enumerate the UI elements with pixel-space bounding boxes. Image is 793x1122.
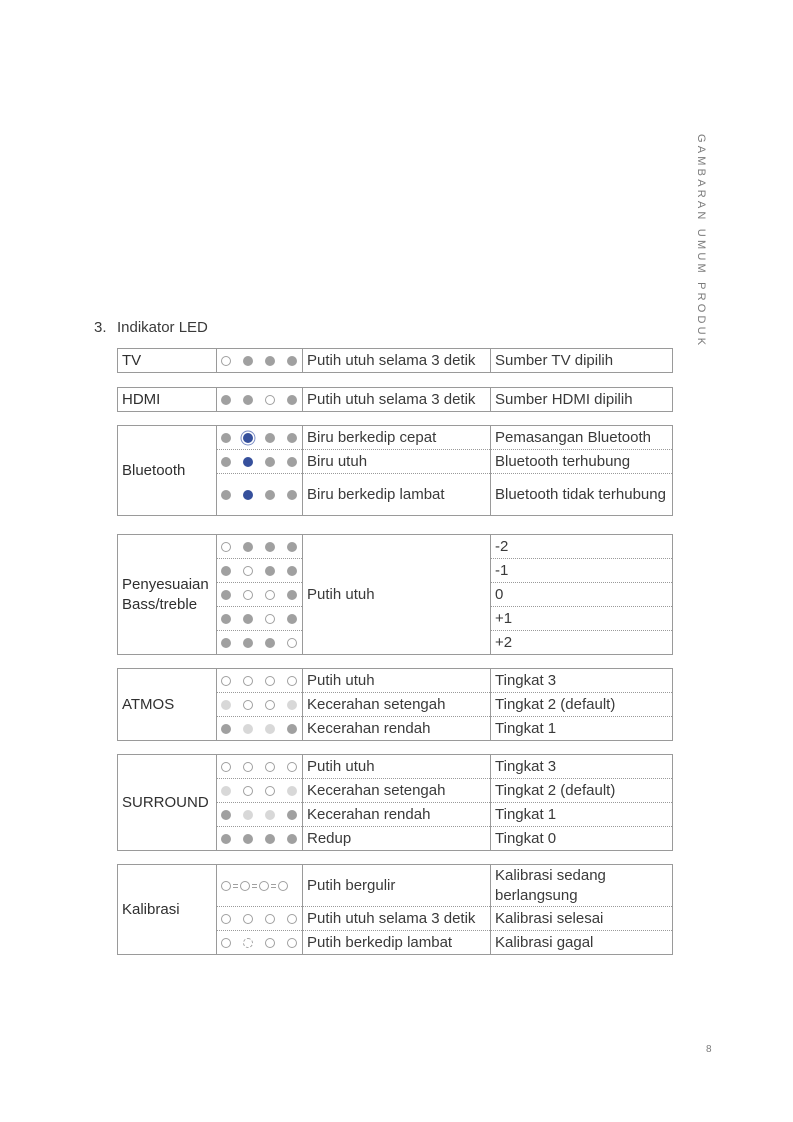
led-dot-gray-icon: [243, 638, 253, 648]
led-dot-gray-icon: [287, 566, 297, 576]
led-status: Redup: [303, 827, 491, 851]
led-status: Putih utuh selama 3 detik: [303, 349, 491, 373]
table-row: [118, 669, 673, 693]
led-dot-white-icon: [287, 762, 297, 772]
led-dot-white-icon: [221, 881, 231, 891]
led-meaning: -1: [491, 559, 673, 583]
led-meaning: Tingkat 1: [491, 717, 673, 741]
led-indicator: [217, 607, 303, 631]
led-indicator: [217, 631, 303, 655]
led-dot-white-icon: [243, 676, 253, 686]
side-section-title: GAMBARAN UMUM PRODUK: [695, 134, 707, 349]
led-dot-white-icon: [243, 786, 253, 796]
led-dot-gray-icon: [287, 542, 297, 552]
scroll-separator-icon: [271, 884, 276, 888]
mode-name: Kalibrasi: [118, 865, 217, 955]
led-dot-light-icon: [243, 724, 253, 734]
led-dot-white-icon: [221, 938, 231, 948]
led-dot-white-icon: [265, 700, 275, 710]
led-indicator: [217, 426, 303, 450]
led-dot-gray-icon: [287, 590, 297, 600]
led-meaning: -2: [491, 535, 673, 559]
led-status: Kecerahan rendah: [303, 803, 491, 827]
led-meaning: Tingkat 1: [491, 803, 673, 827]
led-dot-gray-icon: [265, 356, 275, 366]
led-dot-white-icon: [243, 914, 253, 924]
led-dot-white-icon: [259, 881, 269, 891]
mode-name: HDMI: [118, 388, 217, 412]
led-dot-gray-icon: [265, 542, 275, 552]
led-dot-gray-icon: [243, 614, 253, 624]
led-dot-white-icon: [221, 914, 231, 924]
led-status: Putih bergulir: [303, 865, 491, 907]
led-table-bluetooth: [117, 425, 673, 516]
section-number: 3.: [94, 319, 107, 336]
mode-name: Bluetooth: [118, 426, 217, 516]
led-table-hdmi: [117, 387, 673, 412]
led-status: Biru utuh: [303, 450, 491, 474]
led-meaning: Sumber TV dipilih: [491, 349, 673, 373]
led-dot-white-icon: [278, 881, 288, 891]
page-number: 8: [706, 1044, 712, 1055]
led-indicator: [217, 931, 303, 955]
led-meaning: 0: [491, 583, 673, 607]
led-dot-gray-icon: [287, 457, 297, 467]
led-meaning: Kalibrasi gagal: [491, 931, 673, 955]
table-row: [118, 426, 673, 450]
led-dot-blue-icon: [243, 490, 253, 500]
led-dot-white-icon: [265, 395, 275, 405]
led-status: Putih utuh: [303, 755, 491, 779]
led-meaning: Tingkat 2 (default): [491, 693, 673, 717]
led-indicator: [217, 755, 303, 779]
scroll-separator-icon: [252, 884, 257, 888]
led-dot-gray-icon: [221, 433, 231, 443]
led-dot-gray-icon: [287, 395, 297, 405]
led-dot-white-icon: [265, 762, 275, 772]
led-dot-white-icon: [243, 590, 253, 600]
led-dot-gray-icon: [243, 542, 253, 552]
led-meaning: Tingkat 3: [491, 669, 673, 693]
led-status: Putih utuh selama 3 detik: [303, 388, 491, 412]
led-meaning: Sumber HDMI dipilih: [491, 388, 673, 412]
led-dot-light-icon: [221, 700, 231, 710]
led-indicator-scrolling: [217, 865, 303, 907]
led-indicator: [217, 388, 303, 412]
led-meaning: Tingkat 2 (default): [491, 779, 673, 803]
table-row: [118, 388, 673, 412]
led-dot-blue-blink-icon: [243, 433, 253, 443]
led-table-kalibrasi: [117, 864, 673, 955]
led-indicator: [217, 693, 303, 717]
led-indicator: [217, 827, 303, 851]
led-dot-gray-icon: [287, 614, 297, 624]
section-heading: [94, 319, 208, 336]
led-status: Putih utuh: [303, 535, 491, 655]
led-dot-light-icon: [287, 786, 297, 796]
led-status: Putih utuh selama 3 detik: [303, 907, 491, 931]
led-dot-gray-icon: [265, 433, 275, 443]
led-dot-white-dash-icon: [243, 938, 253, 948]
led-dot-white-icon: [265, 614, 275, 624]
led-dot-light-icon: [265, 810, 275, 820]
led-indicator: [217, 717, 303, 741]
led-meaning: Tingkat 0: [491, 827, 673, 851]
led-dot-gray-icon: [287, 834, 297, 844]
led-dot-light-icon: [221, 786, 231, 796]
led-dot-gray-icon: [265, 490, 275, 500]
led-dot-light-icon: [265, 724, 275, 734]
led-indicator: [217, 535, 303, 559]
section-title: Indikator LED: [117, 319, 208, 336]
led-table-atmos: [117, 668, 673, 741]
led-dot-gray-icon: [221, 566, 231, 576]
led-dot-gray-icon: [265, 457, 275, 467]
scroll-separator-icon: [233, 884, 238, 888]
led-dot-gray-icon: [265, 638, 275, 648]
led-dot-gray-icon: [221, 457, 231, 467]
led-indicator: [217, 474, 303, 516]
led-table-tv: [117, 348, 673, 373]
mode-name: TV: [118, 349, 217, 373]
led-dot-gray-icon: [243, 356, 253, 366]
led-meaning: +1: [491, 607, 673, 631]
led-dot-light-icon: [287, 700, 297, 710]
led-meaning: Kalibrasi selesai: [491, 907, 673, 931]
mode-name: SURROUND: [118, 755, 217, 851]
led-dot-white-icon: [243, 762, 253, 772]
mode-name: ATMOS: [118, 669, 217, 741]
led-dot-white-icon: [221, 676, 231, 686]
led-dot-white-icon: [243, 566, 253, 576]
mode-name: Penyesuaian Bass/treble: [118, 535, 217, 655]
led-status: Putih berkedip lambat: [303, 931, 491, 955]
led-dot-gray-icon: [265, 566, 275, 576]
led-indicator: [217, 907, 303, 931]
led-dot-gray-icon: [287, 724, 297, 734]
led-meaning: Tingkat 3: [491, 755, 673, 779]
led-dot-light-icon: [243, 810, 253, 820]
led-indicator: [217, 583, 303, 607]
led-meaning: Bluetooth tidak terhubung: [491, 474, 673, 516]
led-dot-gray-icon: [221, 490, 231, 500]
led-dot-gray-icon: [287, 433, 297, 443]
led-dot-white-icon: [243, 700, 253, 710]
led-dot-gray-icon: [243, 395, 253, 405]
led-dot-gray-icon: [221, 395, 231, 405]
table-row: [118, 755, 673, 779]
led-indicator: [217, 669, 303, 693]
led-dot-gray-icon: [265, 834, 275, 844]
led-dot-white-icon: [287, 914, 297, 924]
led-dot-gray-icon: [221, 614, 231, 624]
led-dot-gray-icon: [287, 356, 297, 366]
led-table-surround: [117, 754, 673, 851]
led-dot-white-icon: [287, 938, 297, 948]
led-status: Kecerahan rendah: [303, 717, 491, 741]
led-dot-white-icon: [265, 676, 275, 686]
led-table-bass-treble: [117, 534, 673, 655]
led-status: Kecerahan setengah: [303, 693, 491, 717]
led-meaning: +2: [491, 631, 673, 655]
led-status: Putih utuh: [303, 669, 491, 693]
led-dot-blue-icon: [243, 457, 253, 467]
led-dot-white-icon: [265, 590, 275, 600]
led-dot-white-icon: [265, 938, 275, 948]
table-row: [118, 349, 673, 373]
table-row: [118, 865, 673, 907]
led-dot-gray-icon: [287, 810, 297, 820]
led-dot-gray-icon: [221, 834, 231, 844]
led-dot-white-icon: [221, 762, 231, 772]
led-indicator: [217, 559, 303, 583]
led-dot-white-icon: [221, 356, 231, 366]
led-status: Kecerahan setengah: [303, 779, 491, 803]
led-meaning: Kalibrasi sedang berlangsung: [491, 865, 673, 907]
led-meaning: Pemasangan Bluetooth: [491, 426, 673, 450]
table-row: [118, 535, 673, 559]
led-dot-white-icon: [287, 676, 297, 686]
led-indicator: [217, 349, 303, 373]
led-dot-white-icon: [265, 914, 275, 924]
led-dot-white-icon: [221, 542, 231, 552]
led-status: Biru berkedip lambat: [303, 474, 491, 516]
led-dot-white-icon: [287, 638, 297, 648]
led-dot-gray-icon: [243, 834, 253, 844]
led-dot-gray-icon: [221, 810, 231, 820]
led-dot-white-icon: [240, 881, 250, 891]
led-indicator: [217, 803, 303, 827]
led-dot-gray-icon: [221, 638, 231, 648]
led-status: Biru berkedip cepat: [303, 426, 491, 450]
led-indicator: [217, 450, 303, 474]
led-dot-gray-icon: [221, 724, 231, 734]
led-dot-gray-icon: [221, 590, 231, 600]
led-dot-white-icon: [265, 786, 275, 796]
led-dot-gray-icon: [287, 490, 297, 500]
led-meaning: Bluetooth terhubung: [491, 450, 673, 474]
led-indicator: [217, 779, 303, 803]
